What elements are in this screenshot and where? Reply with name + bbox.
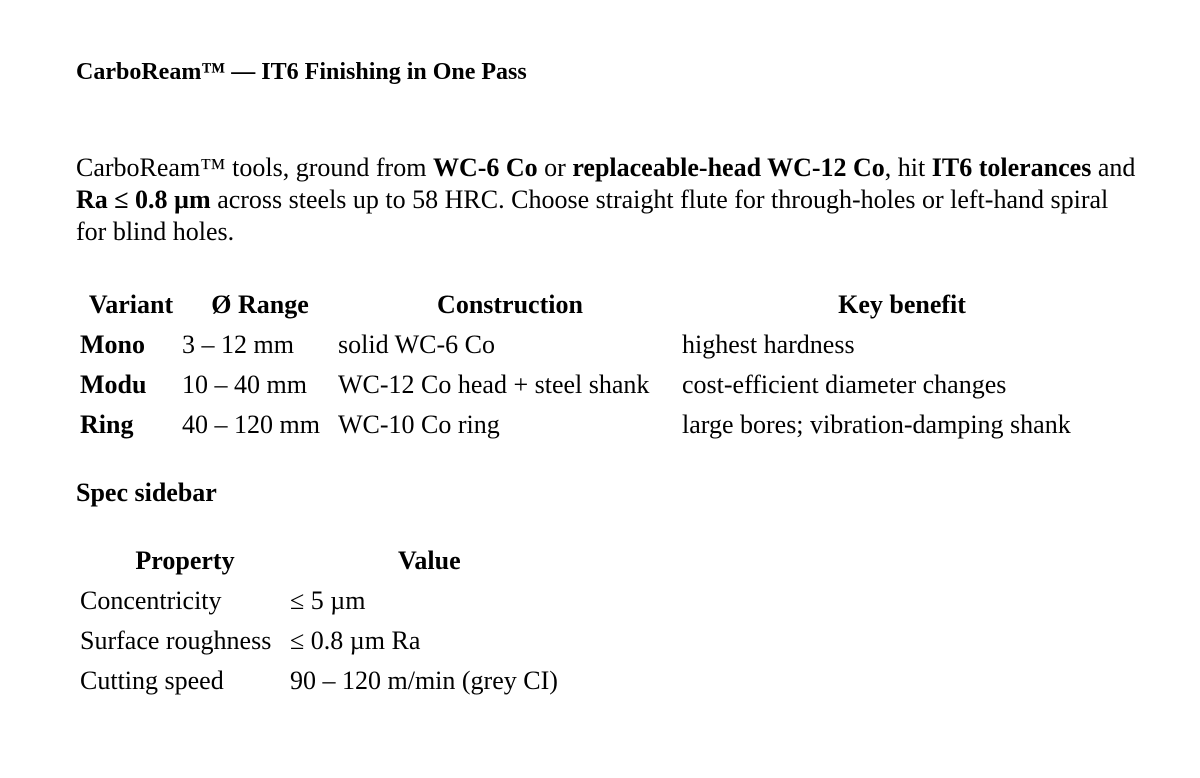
variant-name: Modu bbox=[80, 370, 147, 399]
intro-emphasis-grade: WC-6 Co bbox=[432, 153, 538, 182]
spec-value: 90 – 120 m/min (grey CI) bbox=[290, 666, 558, 695]
variants-table bbox=[76, 285, 1122, 445]
spec-value: ≤ 0.8 µm Ra bbox=[290, 626, 421, 655]
variant-range: 3 – 12 mm bbox=[182, 330, 294, 359]
variant-name: Ring bbox=[80, 410, 134, 439]
header-range: Ø Range bbox=[211, 290, 309, 319]
variant-benefit: cost-efficient diameter changes bbox=[682, 370, 1007, 399]
intro-text-3: , hit bbox=[884, 153, 932, 182]
document-title: CarboReam™ — IT6 Finishing in One Pass bbox=[76, 59, 527, 85]
variant-benefit: highest hardness bbox=[682, 330, 855, 359]
spec-table bbox=[76, 541, 698, 701]
spec-property: Surface roughness bbox=[80, 626, 272, 655]
table-row bbox=[76, 621, 698, 661]
variant-name: Mono bbox=[80, 330, 145, 359]
header-value: Value bbox=[398, 546, 461, 575]
intro-text-2: or bbox=[537, 153, 573, 182]
variant-construction: solid WC-6 Co bbox=[338, 330, 495, 359]
spec-property: Cutting speed bbox=[80, 666, 224, 695]
header-variant: Variant bbox=[88, 290, 174, 319]
variants-header-row bbox=[76, 285, 1122, 325]
variant-benefit: large bores; vibration-damping shank bbox=[682, 410, 1071, 439]
intro-text-4: and bbox=[1091, 153, 1136, 182]
spec-sidebar-heading: Spec sidebar bbox=[76, 478, 217, 507]
intro-emphasis-head: replaceable-head WC-12 Co bbox=[572, 153, 885, 182]
spec-property: Concentricity bbox=[80, 586, 222, 615]
variant-range: 40 – 120 mm bbox=[182, 410, 320, 439]
header-property: Property bbox=[135, 546, 235, 575]
table-row bbox=[76, 325, 1122, 365]
header-construction: Construction bbox=[437, 290, 583, 319]
intro-paragraph bbox=[76, 152, 1136, 248]
intro-text-1: CarboReam™ tools, ground from bbox=[76, 153, 433, 182]
table-row bbox=[76, 581, 698, 621]
variant-construction: WC-10 Co ring bbox=[338, 410, 500, 439]
spec-value: ≤ 5 µm bbox=[290, 586, 366, 615]
intro-emphasis-tolerance: IT6 tolerances bbox=[931, 153, 1092, 182]
table-row bbox=[76, 405, 1122, 445]
variant-range: 10 – 40 mm bbox=[182, 370, 307, 399]
intro-text-5: across steels up to 58 HRC. Choose straight flute for through-holes or left-hand spiral for blind holes. bbox=[76, 185, 1109, 246]
intro-emphasis-roughness: Ra ≤ 0.8 µm bbox=[76, 185, 211, 214]
variant-construction: WC-12 Co head + steel shank bbox=[338, 370, 650, 399]
header-benefit: Key benefit bbox=[838, 290, 966, 319]
spec-header-row bbox=[76, 541, 698, 581]
table-row bbox=[76, 661, 698, 701]
table-row bbox=[76, 365, 1122, 405]
